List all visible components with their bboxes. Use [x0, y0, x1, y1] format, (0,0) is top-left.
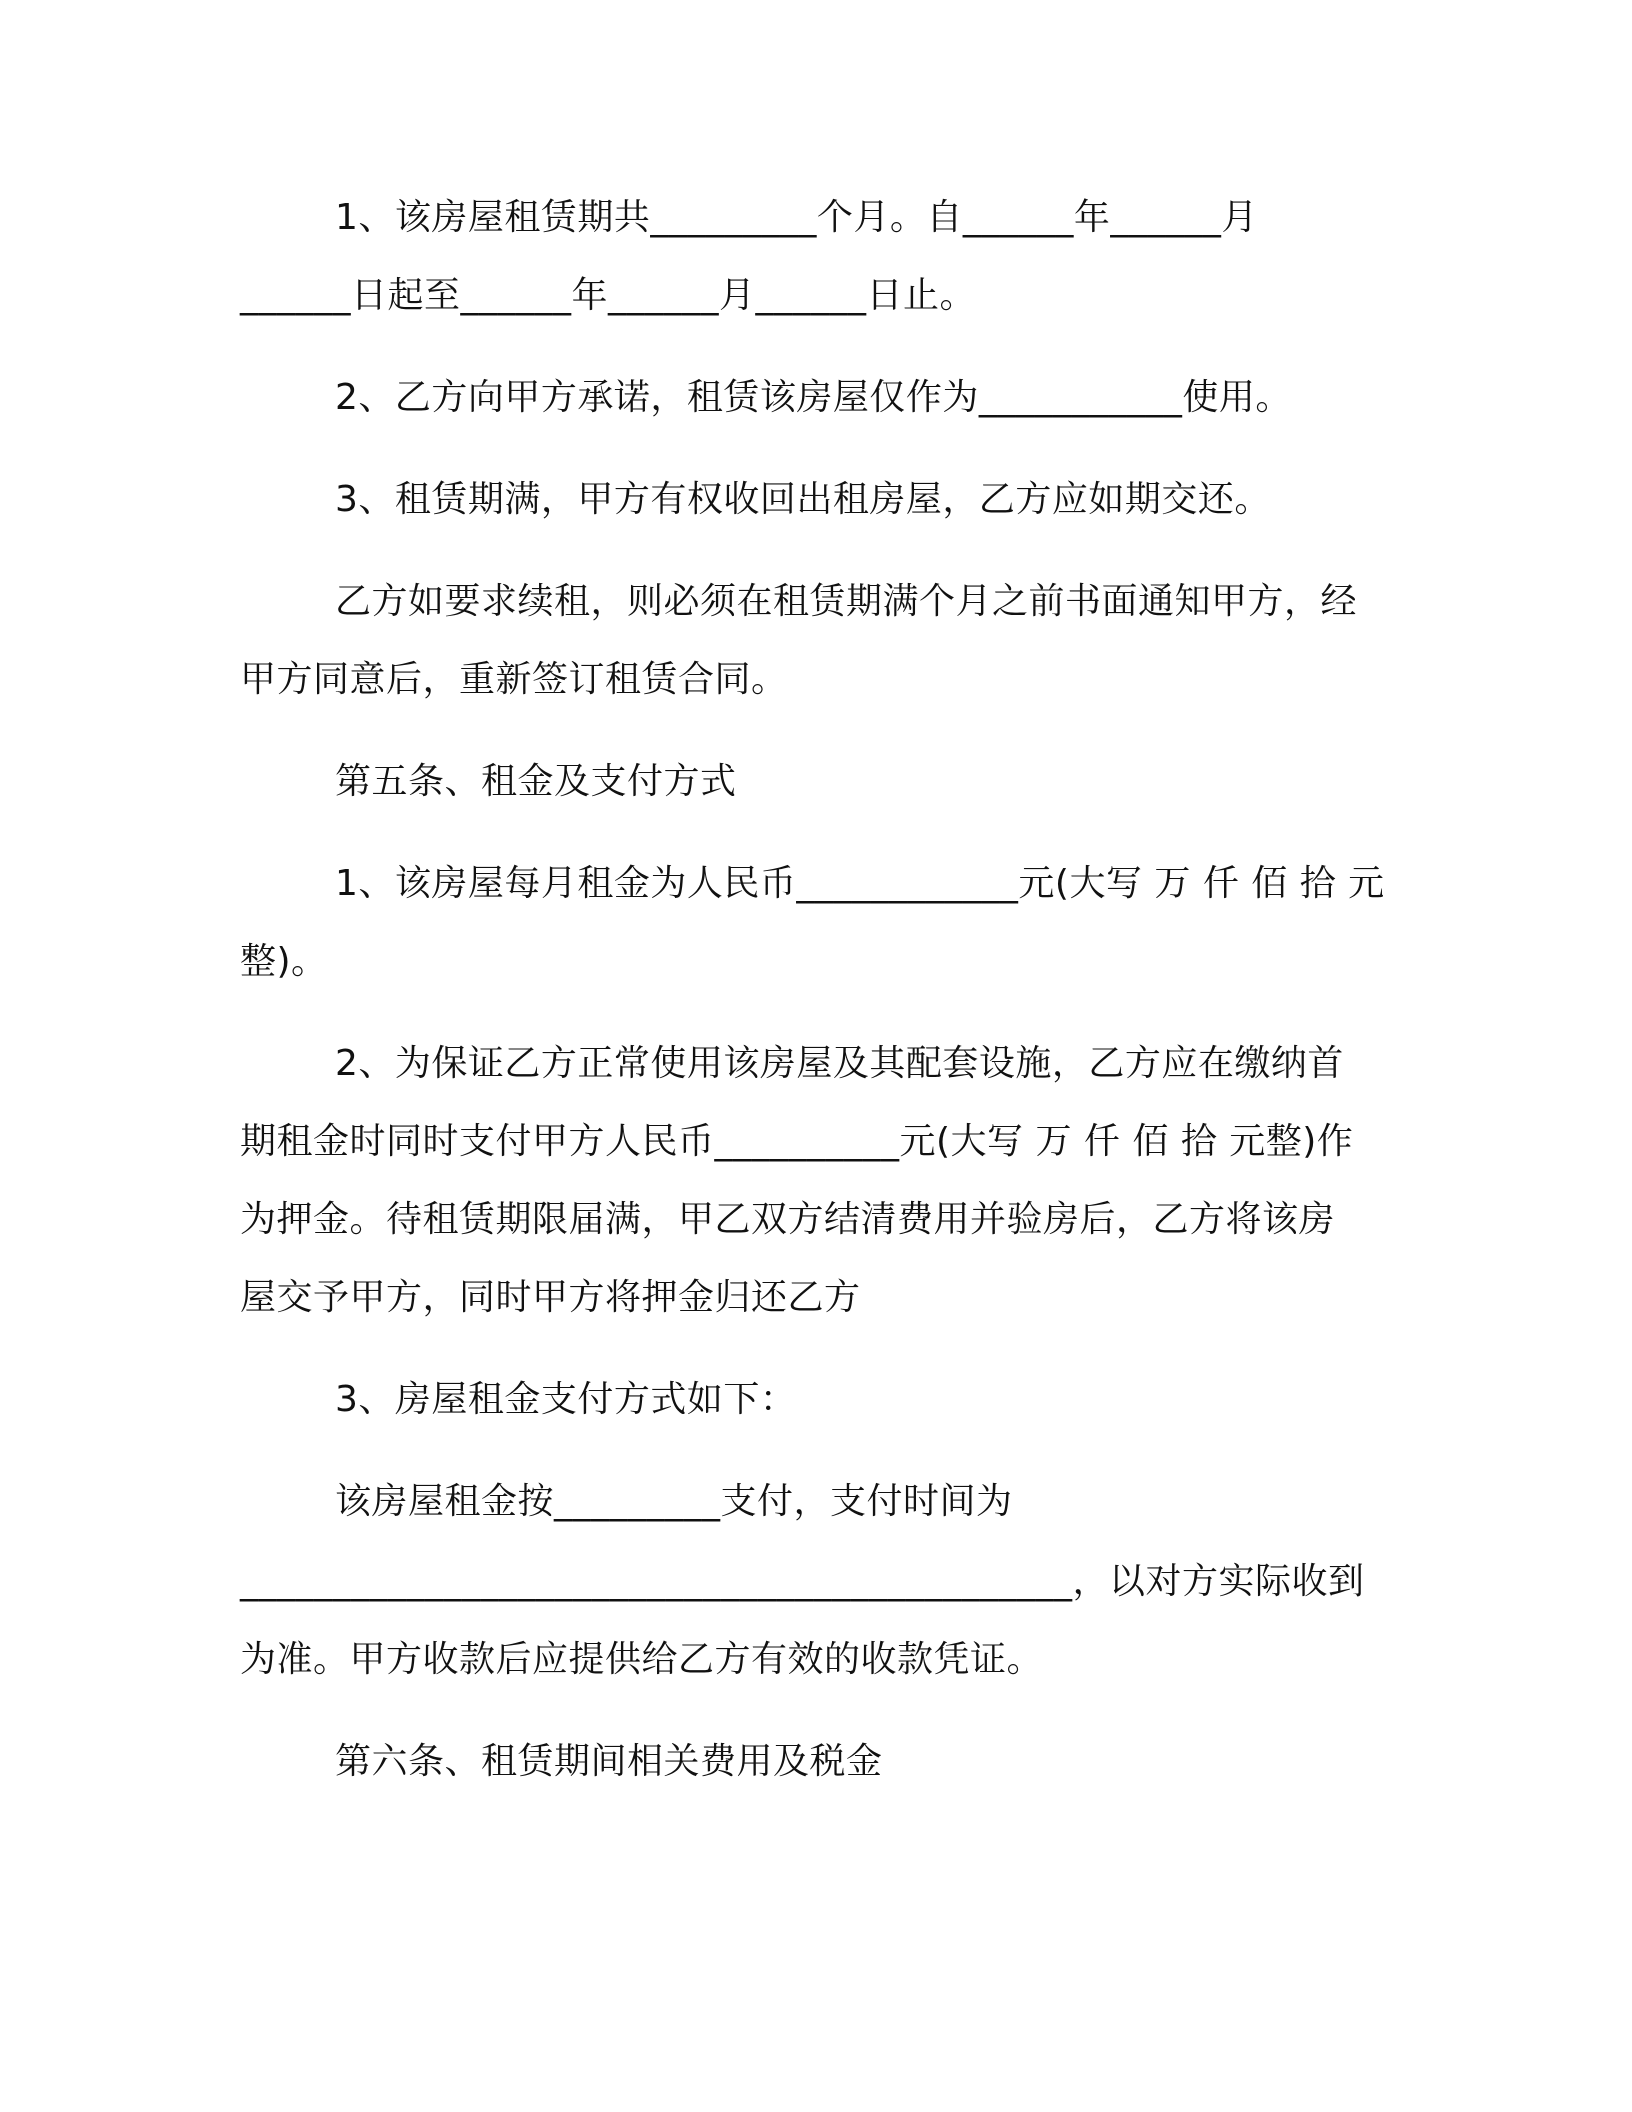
clause-2: 2、乙方向甲方承诺，租赁该房屋仅作为___________使用。	[335, 377, 1292, 418]
payment-line-2: _____________________________________________，以对方实际收到	[240, 1561, 1365, 1602]
payment-method-heading: 3、房屋租金支付方式如下：	[335, 1379, 797, 1420]
renewal-line-1: 乙方如要求续租，则必须在租赁期满个月之前书面通知甲方，经	[335, 581, 1358, 622]
article-5-heading: 第五条、租金及支付方式	[335, 761, 737, 802]
deposit-clause-line-4: 屋交予甲方，同时甲方将押金归还乙方	[240, 1277, 861, 1318]
rent-clause-1-line-2: 整)。	[240, 941, 328, 982]
rent-clause-1-line-1: 1、该房屋每月租金为人民币____________元(大写 万 仟 佰 拾 元	[335, 863, 1385, 904]
payment-line-3: 为准。甲方收款后应提供给乙方有效的收款凭证。	[240, 1639, 1044, 1680]
renewal-line-2: 甲方同意后，重新签订租赁合同。	[240, 659, 788, 700]
clause-3: 3、租赁期满，甲方有权收回出租房屋，乙方应如期交还。	[335, 479, 1271, 520]
clause-1-line-2: ______日起至______年______月______日止。	[240, 275, 977, 316]
clause-1-line-1: 1、该房屋租赁期共_________个月。自______年______月	[335, 197, 1258, 238]
deposit-clause-line-2: 期租金时同时支付甲方人民币__________元(大写 万 仟 佰 拾 元整)作	[240, 1121, 1354, 1162]
payment-line-1: 该房屋租金按_________支付，支付时间为	[335, 1481, 1013, 1522]
deposit-clause-line-3: 为押金。待租赁期限届满，甲乙双方结清费用并验房后，乙方将该房	[240, 1199, 1336, 1240]
article-6-heading: 第六条、租赁期间相关费用及税金	[335, 1741, 883, 1782]
deposit-clause-line-1: 2、为保证乙方正常使用该房屋及其配套设施，乙方应在缴纳首	[335, 1043, 1344, 1084]
